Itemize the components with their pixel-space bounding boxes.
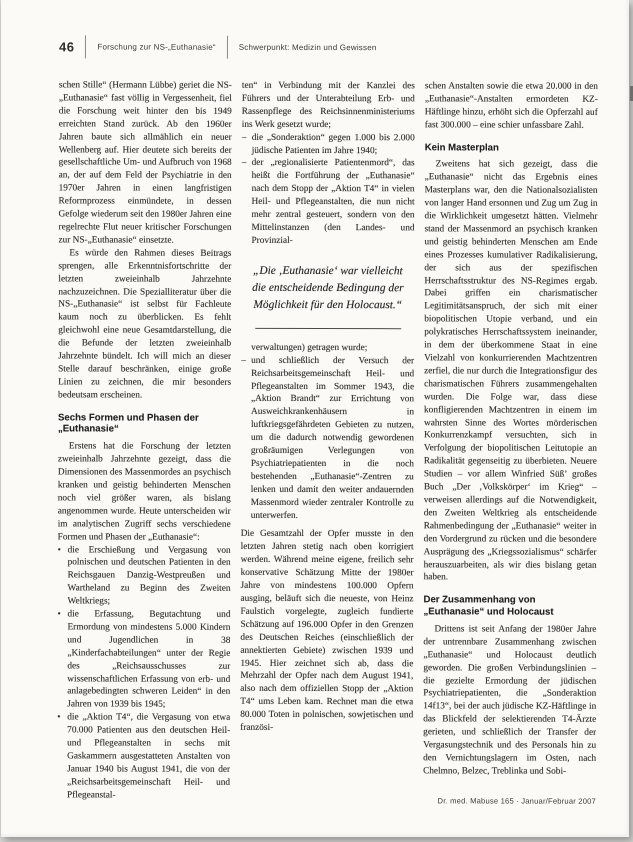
paragraph: Es würde den Rahmen dieses Beitrags sprengen, alle Erkenntnisfortschritte der letzten zweieinhalb Jahrzehnte nachzuzeichnen. Die Spezialliteratur über die NS-„Euthanasie“ ist selbst für Fachleute kaum noch zu überblicken. Es fehlt gleichwohl eine neue Gesamtdarstellung, die die Befunde der letzten zweieinhalb Jahrzehnte bündelt. Ich will mich an dieser Stelle darauf beschränken, einige große Linien zu zeichnen, die mir besonders bedeutsam erscheinen. (58, 248, 232, 401)
list-item-text: und schließlich der Versuch der Reichsarbeitsgemeinschaft Heil- und Pflegeanstalten im Sommer 1943, die „Aktion Brandt“ zur Errichtung von Ausweichkrankenhäusern in luftkriegsgefährdeten Gebieten zu nutzen, um die dadurch notwendig gewordenen großräumigen Verlegungen von Psychiatriepatienten in die noch bestehenden „Euthanasie“-Zentren zu lenken und damit den weiter andauernden Massenmord wieder zentraler Kontrolle zu unterwerfen. (250, 355, 415, 521)
pullquote-divider (255, 328, 401, 329)
list-item-text: die „Sonderaktion“ gegen 1.000 bis 2.000 jüdische Patienten im Jahre 1940; (251, 132, 415, 156)
list-item (57, 608, 230, 712)
bullet-icon: • (57, 712, 61, 723)
text-column-2 (240, 80, 415, 813)
paragraph: verwaltungen) getragen wurde; (251, 342, 368, 353)
list-item (58, 544, 231, 609)
section-heading: Sechs Formen und Phasen der „Euthanasie“ (57, 411, 199, 435)
list-item-text: die „Aktion T4“, die Vergasung von etwa 70.000 Patienten aus den deutschen Heil- und Pflegeanstalten in sechs mit Gaskammern ausgestatteten Anstalten von Januar 1940 bis August 1941, die von der „Reichsarbeitsgemeinschaft Heil- und Pflegeanstal- (67, 712, 231, 801)
section-heading: Kein Masterplan (424, 141, 499, 154)
dash-icon: – (241, 132, 247, 143)
bullet-icon: • (57, 609, 61, 620)
text-column-1 (57, 79, 232, 812)
list-item (241, 354, 414, 522)
list-item-text: die Erfassung, Begutachtung und Ermordung von mindestens 5.000 Kindern und Jugendlichen in 38 „Kinderfachabteilungen“ unter der Regie des „Reichsausschusses zur wissenschaftlichen Erfassung von erb- und anlagebedingten schweren Leiden“ in den Jahren von 1939 bis 1945; (67, 609, 231, 710)
paragraph: schen Stille“ (Hermann Lübbe) geriet die NS-„Euthanasie“ fast völlig in Vergessenheit, fiel die Forschung weit hinter den bis 1949 erreichten Stand zurück. Ab den 1960er Jahren baute sich allmählich ein neuer Wellenberg auf. Hier deutete sich bereits der gesellschaftliche Um- und Aufbruch von 1968 an, der auf dem Feld der Psychiatrie in den 1970er Jahren in einen langfristigen Reformprozess einmündete, in dessen Gefolge wiederum seit den 1980er Jahren eine regelrechte Flut neuer kritischer Forschungen zur NS-„Euthanasie“ einsetzte. (58, 80, 232, 246)
list-item-text: die Erschießung und Vergasung von polnischen und deutschen Patienten in den Reichsgauen Danzig-Westpreußen und Wartheland zu Beginn des Zweiten Weltkriegs; (67, 544, 231, 607)
paragraph: ten“ in Verbindung mit der Kanzlei des Führers und der Unterabteilung Erb- und Rassenpflege des Reichsinnenministeriums ins Werk gesetzt wurde; (241, 80, 415, 130)
list-item-text: der „regionalisierte Patientenmord“, das heißt die Fortführung der „Euthanasie“ nach dem Stopp der „Aktion T4“ in vielen Heil- und Pflegeanstalten, die nun nicht mehr zentral gesteuert, sondern von den Mittelinstanzen (den Landes- und Provinzial- (251, 158, 415, 246)
paragraph: Die Gesamtzahl der Opfer musste in den letzten Jahren stetig nach oben korrigiert werden. Während meine eigene, freilich sehr konservative Schätzung Mitte der 1980er Jahre von mindestens 100.000 Opfern ausging, beläuft sich die neueste, von Heinz Faulstich vorgelegte, zugleich fundierte Schätzung auf 196.000 Opfer in den Grenzen des Deutschen Reiches (einschließlich der annektierten Gebiete) zwischen 1939 und 1945. Hier zeichnet sich ab, dass die Mehrzahl der Opfer nach dem August 1941, also nach dem offiziellen Stopp der „Aktion T4“ ums Leben kam. Rechnet man die etwa 80.000 Toten in polnischen, sowjetischen und französi- (240, 529, 414, 733)
page-header (59, 33, 377, 60)
bullet-icon: • (57, 544, 61, 555)
pull-quote: „Die ‚Euthanasie‘ war vielleicht die entscheidende Bedingung der Möglichkeit für den Holocaust.“ (252, 264, 404, 312)
text-column-3 (423, 80, 598, 813)
paragraph: Erstens hat die Forschung der letzten zweieinhalb Jahrzehnte gezeigt, dass die Dimensionen des Massenmordes an psychisch kranken und geistig behinderten Menschen noch viel größer waren, als bislang angenommen wurde. Heute unterscheiden wir im analytischen Zugriff sechs verschiedene Formen und Phasen der „Euthanasie“: (57, 441, 231, 543)
journal-footer: Dr. med. Mabuse 165 · Januar/Februar 2007 (437, 796, 597, 806)
list-item (242, 131, 415, 157)
list-item (241, 157, 414, 248)
paragraph: schen Anstalten sowie die etwa 20.000 in den „Euthanasie“-Anstalten ermordeten KZ-Häftlinge hinzu, erhöht sich die Opferzahl auf fast 300.000 – eine schier unfassbare Zahl. (424, 81, 598, 131)
scanned-page (1, 0, 629, 837)
paragraph: Zweitens hat sich gezeigt, dass die „Euthanasie“ nicht das Ergebnis eines Masterplans war, den die Nationalsozialisten von langer Hand ersonnen und Zug um Zug in die Wirklichkeit umgesetzt hätten. Vielmehr stand der Massenmord an psychisch kranken und geistig behinderten Menschen am Ende eines Prozesses kumulativer Radikalisierung, der sich aus der spezifischen Herrschaftsstruktur des NS-Regimes ergab. Dabei griffen ein charismatischer Legitimitätsanspruch, der sich mit einer biopolitischen Utopie verband, und ein polykratisches Herrschaftssystem ineinander, in dem der überkommene Staat in eine Vielzahl von konkurrierenden Machtzentren zerfiel, die nur durch die Integrationsfigur des charismatischen Führers zusammengehalten wurden. Die Folge war, dass diese konfligierenden Machtzentren in einem im wahrsten Sinne des Wortes mörderischen Konkurrenzkampf versuchten, sich in Verfolgung der biopolitischen Leitutopie an Radikalität gegenseitig zu überbieten. Neuere Studien – vor allem Winfried Süß’ großes Buch „Der ‚Volkskörper‘ im Krieg“ – verweisen allerdings auf die Notwendigkeit, den Zweiten Weltkrieg als entscheidende Rahmenbedingung der „Euthanasie“ weiter in den Vordergrund zu rücken und die besondere Ausprägung des „Kriegssozialismus“ schärfer herauszuarbeiten, als wir dies bislang getan haben. (423, 159, 598, 583)
dash-icon: – (241, 158, 247, 169)
paragraph: Drittens ist seit Anfang der 1980er Jahre der untrennbare Zusammenhang zwischen „Euthanasie“ und Holocaust deutlich geworden. Die großen Verbindungslinien – die gezielte Ermordung der jüdischen Psychiatriepatienten, die „Sonderaktion 14f13“, bei der auch jüdische KZ-Häftlinge in das Blickfeld der selektierenden T4-Ärzte gerieten, und schließlich der Transfer der Vergasungstechnik und des Personals hin zu den Vernichtungslagern im Osten, nach Chelmno, Belzec, Treblinka und Sobi- (423, 624, 597, 777)
header-topic: Schwerpunkt: Medizin und Gewissen (238, 42, 377, 52)
list-item (57, 712, 230, 803)
page-number: 46 (58, 38, 75, 54)
dash-icon: – (241, 355, 246, 366)
header-section-title: Forschung zur NS-„Euthanasie“ (97, 41, 216, 52)
header-divider (227, 35, 228, 58)
section-heading: Der Zusammenhang von „Euthanasie“ und Holocaust (423, 594, 554, 618)
header-divider (85, 35, 86, 58)
